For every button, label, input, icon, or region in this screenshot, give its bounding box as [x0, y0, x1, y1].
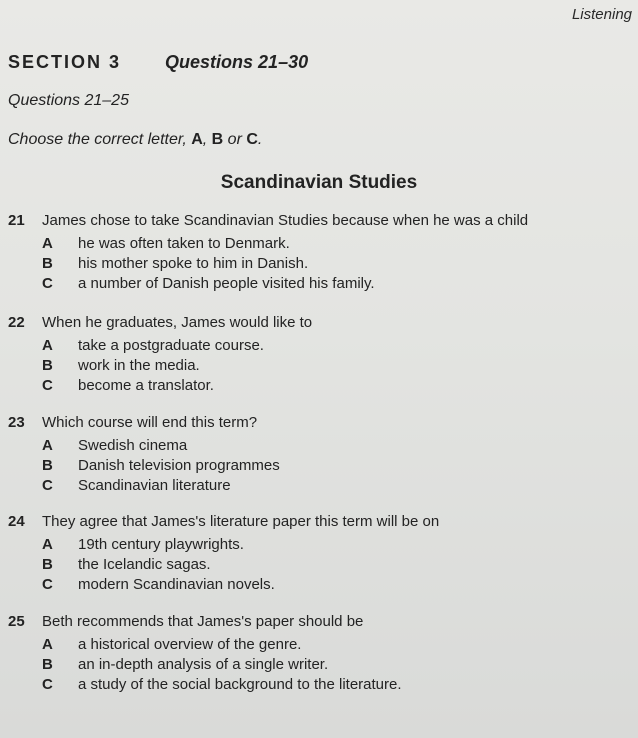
option-text: Swedish cinema — [78, 437, 188, 454]
option-b[interactable] — [42, 254, 528, 274]
option-a[interactable] — [42, 635, 402, 655]
option-a[interactable] — [42, 234, 528, 254]
option-b[interactable] — [42, 456, 280, 476]
instruction-letter-b: B — [211, 131, 224, 148]
option-text: a historical overview of the genre. — [78, 636, 302, 653]
section-questions-range: Questions 21–30 — [165, 52, 309, 72]
question-number: 25 — [8, 613, 25, 630]
question-23 — [8, 410, 280, 496]
instruction-sep-2: or — [223, 131, 247, 148]
option-text: a number of Danish people visited his family. — [78, 275, 375, 292]
option-text: an in-depth analysis of a single writer. — [78, 656, 329, 673]
option-c[interactable] — [42, 274, 528, 294]
option-text: Scandinavian literature — [78, 477, 231, 494]
option-letter: C — [42, 377, 53, 394]
option-letter: B — [42, 556, 53, 573]
option-text: he was often taken to Denmark. — [78, 235, 290, 252]
question-stem — [8, 509, 439, 535]
instruction-letter-c: C — [246, 131, 258, 148]
instruction-suffix: . — [257, 131, 263, 148]
option-letter: A — [42, 536, 53, 553]
option-a[interactable] — [42, 436, 280, 456]
running-header: Listening — [571, 6, 632, 23]
section-label: SECTION 3 — [8, 52, 122, 72]
question-number: 21 — [8, 212, 25, 229]
option-text: take a postgraduate course. — [78, 337, 264, 354]
question-text: They agree that James's literature paper this term will be on — [42, 513, 440, 530]
question-number: 22 — [8, 314, 25, 331]
instruction-prefix: Choose the correct letter, — [8, 131, 192, 148]
option-text: the Icelandic sagas. — [78, 556, 211, 573]
option-letter: B — [42, 357, 53, 374]
option-text: 19th century playwrights. — [78, 536, 244, 553]
option-letter: B — [42, 255, 53, 272]
option-b[interactable] — [42, 356, 312, 376]
question-number: 23 — [8, 414, 25, 431]
question-21 — [8, 208, 528, 294]
option-letter: B — [42, 457, 53, 474]
option-text: work in the media. — [78, 357, 200, 374]
question-text: When he graduates, James would like to — [42, 314, 313, 331]
question-stem — [8, 410, 280, 436]
option-letter: A — [42, 337, 53, 354]
question-24 — [8, 509, 439, 595]
option-letter: B — [42, 656, 53, 673]
option-text: Danish television programmes — [78, 457, 280, 474]
question-22 — [8, 310, 312, 396]
option-c[interactable] — [42, 476, 280, 496]
section-heading — [8, 52, 308, 73]
option-letter: A — [42, 235, 53, 252]
option-c[interactable] — [42, 376, 312, 396]
option-c[interactable] — [42, 675, 402, 695]
question-stem — [8, 310, 312, 336]
option-letter: C — [42, 576, 53, 593]
option-text: modern Scandinavian novels. — [78, 576, 275, 593]
questions-subheading: Questions 21–25 — [8, 92, 129, 109]
option-text: become a translator. — [78, 377, 214, 394]
option-a[interactable] — [42, 535, 439, 555]
question-text: Which course will end this term? — [42, 414, 258, 431]
task-title: Scandinavian Studies — [220, 172, 418, 193]
question-text: Beth recommends that James's paper should be — [42, 613, 364, 630]
question-stem — [8, 609, 402, 635]
question-text: James chose to take Scandinavian Studies because when he was a child — [42, 212, 529, 229]
option-letter: A — [42, 437, 53, 454]
instruction-text — [8, 131, 262, 149]
option-letter: C — [42, 275, 53, 292]
option-a[interactable] — [42, 336, 312, 356]
question-number: 24 — [8, 513, 25, 530]
instruction-letter-a: A — [191, 131, 203, 148]
option-text: a study of the social background to the literature. — [78, 676, 402, 693]
question-stem — [8, 208, 528, 234]
question-25 — [8, 609, 402, 695]
option-letter: C — [42, 676, 53, 693]
instruction-sep-1: , — [202, 131, 212, 148]
option-letter: C — [42, 477, 53, 494]
option-b[interactable] — [42, 655, 402, 675]
option-c[interactable] — [42, 575, 439, 595]
option-text: his mother spoke to him in Danish. — [78, 255, 309, 272]
option-b[interactable] — [42, 555, 439, 575]
option-letter: A — [42, 636, 53, 653]
